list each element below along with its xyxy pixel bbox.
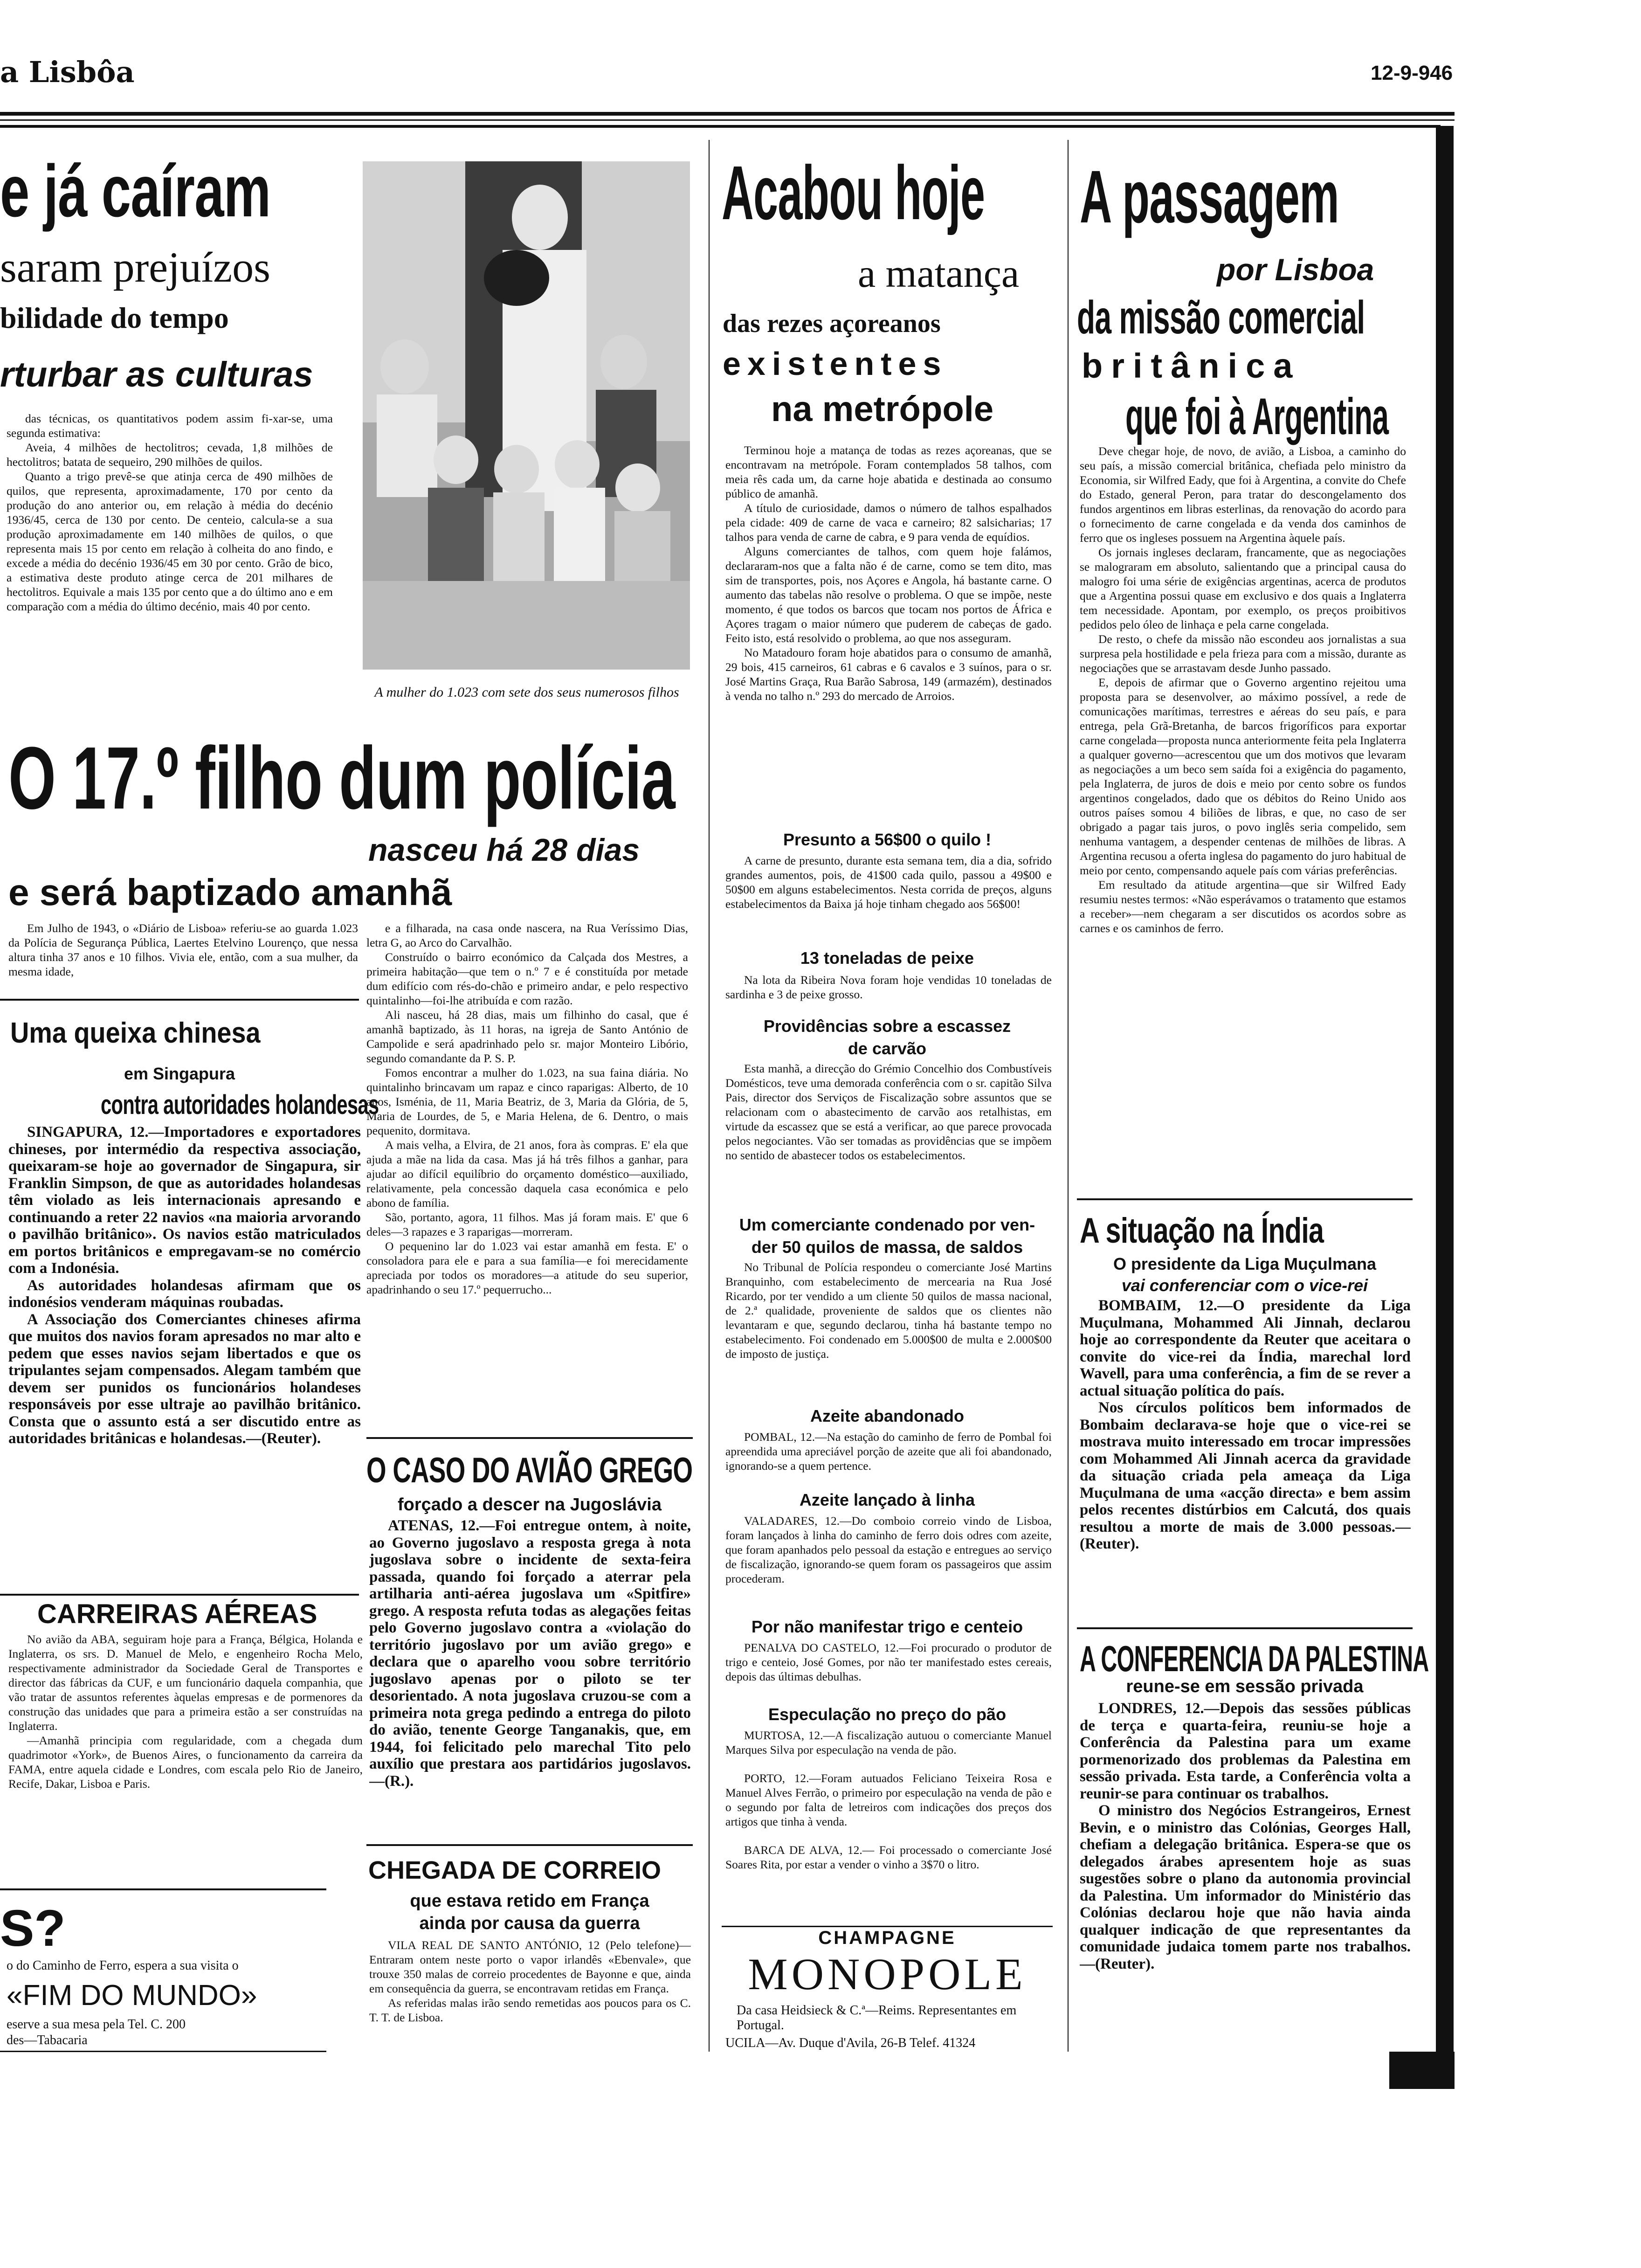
crops-deck-3: rturbar as culturas bbox=[0, 355, 313, 394]
peixe-body bbox=[725, 973, 1052, 1019]
chinesa-divider bbox=[0, 1594, 359, 1596]
especulacao-para: MURTOSA, 12.—A fiscalização autuou o comerciante Manuel Marques Silva por especulação na venda de pão. bbox=[725, 1729, 1052, 1756]
correio-para: As referidas malas irão sendo remetidas aos poucos para os C. T. T. de Lisboa. bbox=[369, 1996, 691, 2024]
palestina-para: O ministro dos Negócios Estrangeiros, Ernest Bevin, e o ministro das Colónias, Georges Hall, chefiam a delegação britânica. Espera-se que os delegados árabes apresentem hoje as suas sugestões sobre o plano da autonomia provincial da Palestina. Um informador do Ministério das Colónias declarou hoje que não havia ainda qualquer indicação de que representantes da comunidade judaica tomem parte nos trabalhos.—(Reuter). bbox=[1080, 1802, 1411, 1972]
azeite-2-para: VALADARES, 12.—Do comboio correio vindo de Lisboa, foram lançados à linha do caminho de ferro dois odres com azeite, que foram apanhados pelo pessoal da estação e entregues ao serviço de fiscalização, ignorando-se quem foram os passageiros que assim procederam. bbox=[725, 1514, 1052, 1585]
trigo-para: PENALVA DO CASTELO, 12.—Foi procurado o produtor de trigo e centeio, José Gomes, por não ter manifestado estes cereais, depois das últimas debulhas. bbox=[725, 1641, 1052, 1683]
india-para: Nos círculos políticos bem informados de Bombaim declarava-se hoje que o vice-rei se mostrava muito interessado em trocar impressões com Mohammed Ali Jinnah acerca da gravidade da situação criada pela ameaça da Liga Muçulmana de uma «acção directa» e bem assim pelos recentes distúrbios em Calcutá, dos quais resultou a morte de mais de 3.000 pessoas.—(Reuter). bbox=[1080, 1399, 1411, 1552]
policia-para: e a filharada, na casa onde nascera, na Rua Veríssimo Dias, letra G, ao Arco do Carvalhão. bbox=[366, 921, 688, 949]
passagem-deck-1: por Lisboa bbox=[1217, 252, 1374, 287]
chinesa-sub-1: em Singapura bbox=[124, 1064, 235, 1083]
matanca-para: Terminou hoje a matança de todas as rezes açoreanas, que se encontravam na metrópole. Foram contemplados 58 talhos, com meia rês cada um, da carne hoje abatida e destinada ao consumo público de amanhã. bbox=[725, 443, 1052, 500]
correio-para: VILA REAL DE SANTO ANTÓNIO, 12 (Pelo telefone)—Entraram ontem neste porto o vapor irlandês «Ebenvale», que trouxe 350 malas de correio procedentes de Bayonne e que, ainda em consequência da guerra, se encontravam retidas em França. bbox=[369, 1938, 691, 1995]
matanca-para: No Matadouro foram hoje abatidos para o consumo de amanhã, 29 bois, 415 carneiros, 61 cabras e 6 cavalos e 3 suínos, para o sr. José Martins Graça, Rua Barão Sabrosa, 149 (armazém), destinados à venda no talho n.º 293 do mercado de Arroios. bbox=[725, 646, 1052, 703]
carreiras-body bbox=[8, 1632, 363, 1874]
matanca-deck-2: das rezes açoreanos bbox=[723, 309, 941, 338]
aviao-divider bbox=[366, 1844, 693, 1846]
presunto-body bbox=[725, 853, 1052, 951]
chinesa-para: A Associação dos Comerciantes chineses afirma que muitos dos navios foram apresados no mar alto e pedem que esses navios sejam libertados e que os tripulantes sejam compensados. Alegam também que devem ser punidos os funcionários holandeses responsáveis por esse ultraje ao pavilhão britânico. Consta que o assunto está a ser discutido entre as autoridades britânicas e holandesas.—(Reuter). bbox=[8, 1311, 361, 1447]
chinesa-para: SINGAPURA, 12.—Importadores e exportadores chineses, por intermédio da respectiva associação, queixaram-se hoje ao governador de Singapura, sir Franklin Simpson, de que as autoridades holandesas têm violado as leis internacionais apresando e continuando a reter 22 navios «na maioria arvorando o pavilhão britânico». Os navios estão matriculados em portos britânicos e empregavam-se no comércio com a Indonésia. bbox=[8, 1124, 361, 1277]
policia-para: São, portanto, agora, 11 filhos. Mas já foram mais. E' que 6 deles—3 rapazes e 3 raparigas—morreram. bbox=[366, 1210, 688, 1238]
passagem-deck-2: da missão comercial bbox=[1077, 291, 1365, 344]
carreiras-para: —Amanhã principia com regularidade, com a chegada dum quadrimotor «York», de Buenos Aires, o funcionamento da carreira da FAMA, entre aquela cidade e Londres, com escala pelo Rio de Janeiro, Recife, Dakar, Lisboa e Paris. bbox=[8, 1734, 363, 1791]
india-body bbox=[1080, 1297, 1411, 1624]
policia-para: Ali nasceu, há 28 dias, mais um filhinho do casal, que é amanhã baptizado, às 11 horas, na igreja de Santo António de Campolide e será apadrinhado pelo sr. major Monteiro Libório, segundo comandante da P. S. P. bbox=[366, 1008, 688, 1065]
policia-deck-2: e será baptizado amanhã bbox=[8, 871, 452, 913]
champagne-ad-top: CHAMPAGNE bbox=[818, 1928, 956, 1948]
trigo-body bbox=[725, 1640, 1052, 1706]
policia-para: O pequenino lar do 1.023 vai estar amanhã em festa. E' o consoladora para ele e para a sua família—e foi merecidamente apreciada por todos os moradores—a atitude do seu superior, apadrinhando o seu 17.º pequerrucho... bbox=[366, 1239, 688, 1296]
crops-deck-2: bilidade do tempo bbox=[0, 301, 229, 334]
fim-ad-title: «FIM DO MUNDO» bbox=[7, 1979, 257, 2012]
palestina-para: LONDRES, 12.—Depois das sessões públicas de terça e quarta-feira, reuniu-se hoje a Conferência da Palestina para um exame pormenorizado dos problemas da Palestina em sessão privada. Esta tarde, a Conferência volta a reunir-se para continuar os trabalhos. bbox=[1080, 1700, 1411, 1802]
chinesa-headline: Uma queixa chinesa bbox=[10, 1017, 261, 1049]
matanca-body bbox=[725, 443, 1052, 853]
india-headline: A situação na Índia bbox=[1080, 1211, 1324, 1251]
passagem-para: Em resultado da atitude argentina—que sir Wilfred Eady resumiu nestes termos: «Não esperávamos o tratamento que estamos a receber»—nem chegaram a ser discutidos os acordos sobre as carnes e os caminhos de ferro. bbox=[1080, 878, 1406, 935]
matanca-para: A título de curiosidade, damos o número de talhos espalhados pela cidade: 409 de carne de vaca e carneiro; 82 salsicharias; 17 talhos para venda de carne de cabra, e 9 para venda de equídios. bbox=[725, 501, 1052, 544]
champagne-ad-brand: MONOPOLE bbox=[748, 1949, 1027, 1999]
correio-sub-2: ainda por causa da guerra bbox=[419, 1914, 640, 1933]
comerciante-heading-2: der 50 quilos de massa, de saldos bbox=[751, 1238, 1023, 1257]
aviao-sub: forçado a descer na Jugoslávia bbox=[397, 1495, 662, 1514]
passagem-divider bbox=[1077, 1198, 1413, 1200]
crops-para: Aveia, 4 milhões de hectolitros; cevada, 1,8 milhões de hectolitros; batata de sequeiro, 290 milhões de quilos. bbox=[7, 441, 333, 469]
carreiras-divider bbox=[0, 1888, 326, 1890]
fim-ad-line-1: o do Caminho de Ferro, espera a sua visita o bbox=[7, 1958, 239, 1973]
crops-headline: e já caíram bbox=[0, 150, 271, 232]
chinesa-para: As autoridades holandesas afirmam que os indonésios venderam máquinas roubadas. bbox=[8, 1277, 361, 1311]
especulacao-para: BARCA DE ALVA, 12.— Foi processado o comerciante José Soares Rita, por estar a vender o vinho a 3$70 o litro. bbox=[725, 1843, 1052, 1871]
policia-para: A mais velha, a Elvira, de 21 anos, fora às compras. E' ela que ajuda a mãe na lida da casa. Mas já há três filhos a ganhar, para ajudar ao difícil equilíbrio do orçamento doméstico—auxiliado, relativamente, pela concessão daquela casa económica e pelo abono de família. bbox=[366, 1138, 688, 1210]
palestina-headline: A CONFERENCIA DA PALESTINA bbox=[1080, 1638, 1429, 1679]
aviao-headline: O CASO DO AVIÃO GREGO bbox=[366, 1451, 693, 1490]
india-sub-2: vai conferenciar com o vice-rei bbox=[1121, 1276, 1368, 1295]
crops-body bbox=[7, 411, 333, 710]
palestina-body bbox=[1080, 1700, 1411, 2059]
azeite-2-heading: Azeite lançado à linha bbox=[799, 1490, 975, 1509]
policia-para: Em Julho de 1943, o «Diário de Lisboa» referiu-se ao guarda 1.023 da Polícia de Segurança Pública, Laertes Etelvino Lourenço, que nessa altura tinha 37 anos e 10 filhos. Vivia ele, então, com a sua mulher, da mesma idade, bbox=[8, 921, 358, 978]
photo-caption: A mulher do 1.023 com sete dos seus numerosos filhos bbox=[374, 685, 679, 700]
top-rule-thin bbox=[0, 119, 1455, 121]
masthead-date: 12-9-946 bbox=[1371, 62, 1453, 84]
masthead-title: a Lisbôa bbox=[0, 55, 135, 89]
champagne-ad-line-1: Da casa Heidsieck & C.ª—Reims. Representantes em Portugal. bbox=[737, 2003, 1017, 2033]
passagem-para: Os jornais ingleses declaram, francamente, que as negociações se malograram em absoluto, salientando que a principal causa do malogro foi uma série de exigências argentinas, acerca de produtos que a Argentina possui quase em exclusivo e dos quais a Inglaterra tem necessidade. Apontam, por exemplo, os preços proibitivos pedidos pelo óleo de linhaça e pela carne congelada. bbox=[1080, 546, 1406, 631]
carvao-para: Esta manhã, a direcção do Grémio Concelhio dos Combustíveis Domésticos, teve uma demorada conferência com o sr. capitão Silva Pais, director dos Serviços de Fiscalização sobre assuntos que se relacionam com o abastecimento de carvão aos retalhistas, em virtude da escassez que se está a verificar, ao que parece provocada pelos negociantes. Vão ser tomadas as providências que se impõem no sentido de abastecer todos os estabelecimentos. bbox=[725, 1062, 1052, 1162]
chinesa-body bbox=[8, 1124, 361, 1590]
fim-ad-line-2: eserve a sua mesa pela Tel. C. 200 bbox=[7, 2017, 186, 2032]
passagem-para: De resto, o chefe da missão não escondeu aos jornalistas a sua surpresa pela hostilidade e pela frieza para com a missão, durante as negociações que se arrastavam desde Junho passado. bbox=[1080, 632, 1406, 675]
family-photo bbox=[363, 161, 690, 670]
policia-headline: O 17.º filho dum polícia bbox=[8, 729, 675, 828]
carvao-heading-2: de carvão bbox=[848, 1039, 927, 1058]
presunto-para: A carne de presunto, durante esta semana tem, dia a dia, sofrido grandes aumentos, pois, de 41$00 cada quilo, passou a 49$00 e 50$00 em alguns estabelecimentos. Nesta corrida de preços, alguns estabelecimentos da Baixa já hoje tinham chegado aos 56$00! bbox=[725, 854, 1052, 911]
family-photo-image bbox=[363, 161, 690, 670]
presunto-heading: Presunto a 56$00 o quilo ! bbox=[783, 830, 992, 849]
passagem-body bbox=[1080, 444, 1406, 1190]
especulacao-body bbox=[725, 1728, 1052, 1924]
top-rule bbox=[0, 112, 1455, 116]
fim-ad-letter: S? bbox=[0, 1900, 66, 1957]
peixe-para: Na lota da Ribeira Nova foram hoje vendidas 10 toneladas de sardinha e 3 de peixe grosso. bbox=[725, 973, 1052, 1001]
correio-body bbox=[369, 1938, 691, 2068]
right-page-bar bbox=[1436, 126, 1454, 2089]
aviao-para: ATENAS, 12.—Foi entregue ontem, à noite, ao Governo jugoslavo a resposta grega à nota jugoslava sobre o incidente de sexta-feira passada, quando foi forçado a aterrar pela artilharia anti-aérea jugoslava um «Spitfire» grego. A resposta refuta todas as alegações feitas pelo Governo jugoslavo contra a «violação do território jugoslavo por um avião grego» e declara que o aparelho voou sobre território jugoslavo apenas por o piloto se ter desorientado. A nota jugoslava cruzou-se com a primeira nota grega pedindo a entrega do piloto do avião, tenente George Tanganakis, que, em 1944, foi felicitado pelo marechal Tito pelo auxílio que prestara aos partidários jugoslavos.—(R.). bbox=[369, 1517, 691, 1790]
champagne-ad-top-border bbox=[722, 1926, 1053, 1927]
matanca-para: Alguns comerciantes de talhos, com quem hoje falámos, declararam-nos que a falta não é de carne, como se tem dito, mas sim de transportes, pois, nos Açores e Angola, há bastante carne. O aumento das tabelas não resolve o problema. O que se impõe, neste momento, é que todos os barcos que tocam nos portos de África e Açores tragam o maior número que puderem de cabeças de gado. Feito isto, está resolvido o problema, ao que nos asseguram. bbox=[725, 545, 1052, 645]
carreiras-headline: CARREIRAS AÉREAS bbox=[37, 1599, 317, 1629]
azeite-1-body bbox=[725, 1430, 1052, 1495]
passagem-deck-3: britânica bbox=[1082, 346, 1301, 385]
azeite-1-heading: Azeite abandonado bbox=[810, 1406, 965, 1425]
policia-para: Fomos encontrar a mulher do 1.023, na sua faina diária. No quintalinho brincavam um rapaz e cinco raparigas: Alberto, de 10 anos, Isménia, de 11, Maria Beatriz, de 3, Maria da Glória, de 5, Maria de Lourdes, de 5, e Maria Helena, de 6. Dentro, o mais pequenito, dormitava. bbox=[366, 1066, 688, 1137]
crops-deck-1: saram prejuízos bbox=[0, 243, 270, 291]
top-rule-2 bbox=[0, 125, 1441, 128]
policia-divider bbox=[0, 999, 359, 1001]
fim-ad-line-3: des—Tabacaria bbox=[7, 2033, 88, 2047]
comerciante-para: No Tribunal de Polícia respondeu o comerciante José Martins Branquinho, com estabelecimento de mercearia na Rua José Ricardo, por ter vendido a um cliente 50 quilos de massa nacional, de 2.ª qualidade, proveniente de saldos que os clientes não levantaram e que, segundo declarou, tinha há bastante tempo no estabelecimento. Foi condenado em 5.000$00 de multa e 2.000$00 de imposto de justiça. bbox=[725, 1260, 1052, 1361]
carvao-heading-1: Providências sobre a escassez bbox=[763, 1016, 1011, 1036]
comerciante-body bbox=[725, 1260, 1052, 1409]
correio-headline: CHEGADA DE CORREIO bbox=[368, 1856, 662, 1884]
passagem-headline: A passagem bbox=[1080, 155, 1339, 238]
trigo-heading: Por não manifestar trigo e centeio bbox=[751, 1617, 1023, 1636]
matanca-headline: Acabou hoje bbox=[722, 150, 985, 235]
india-sub-1: O presidente da Liga Muçulmana bbox=[1113, 1254, 1377, 1273]
passagem-deck-4: que foi à Argentina bbox=[1125, 388, 1389, 445]
india-para: BOMBAIM, 12.—O presidente da Liga Muçulmana, Mohammed Ali Jinnah, declarou hoje ao correspondente da Reuter que aceitara o convite do vice-rei da Índia, marechal lord Wavell, para uma conferência, a fim de se rever a actual situação política do país. bbox=[1080, 1297, 1411, 1399]
aviao-top-rule bbox=[366, 1437, 693, 1439]
policia-deck-1: nasceu há 28 dias bbox=[368, 832, 640, 868]
column-separator bbox=[1068, 140, 1069, 2052]
india-divider bbox=[1077, 1627, 1413, 1629]
correio-sub-1: que estava retido em França bbox=[410, 1891, 649, 1911]
azeite-2-body bbox=[725, 1514, 1052, 1616]
carvao-body bbox=[725, 1061, 1052, 1215]
policia-col-2 bbox=[366, 921, 688, 1434]
chinesa-sub-2: contra autoridades holandesas bbox=[101, 1090, 379, 1120]
matanca-deck-1: a matança bbox=[858, 251, 1020, 296]
policia-para: Construído o bairro económico da Calçada dos Mestres, a primeira habitação—que tem o n.º 7 e é constituída por metade dum edifício com rés-do-chão e primeiro andar, e pelo respectivo quintalinho—foi-lhe atribuída e com razão. bbox=[366, 950, 688, 1007]
column-separator bbox=[709, 140, 710, 2052]
carreiras-para: No avião da ABA, seguiram hoje para a França, Bélgica, Holanda e Inglaterra, os srs. D. Manuel de Melo, e engenheiro Rocha Melo, respectivamente administrador da Sociedade Geral de Transportes e director das fábricas da CUF, e um funcionário daquela companhia, que vão tratar de assuntos referentes àquelas empresas e de pormenores da construção das unidades que para a primeira estão a ser construídas na Inglaterra. bbox=[8, 1632, 363, 1733]
especulacao-heading: Especulação no preço do pão bbox=[768, 1705, 1007, 1724]
fim-ad-border bbox=[0, 2051, 326, 2052]
matanca-deck-4: na metrópole bbox=[771, 389, 994, 429]
especulacao-para: PORTO, 12.—Foram autuados Feliciano Teixeira Rosa e Manuel Alves Ferrão, o primeiro por especulação na venda de pão e o segundo por falta de letreiros com indicações dos preços dos artigos que tinha à venda. bbox=[725, 1771, 1052, 1828]
crops-para: das técnicas, os quantitativos podem assim fi-xar-se, uma segunda estimativa: bbox=[7, 412, 333, 440]
matanca-deck-3: existentes bbox=[723, 346, 948, 382]
palestina-sub: reune-se em sessão privada bbox=[1126, 1677, 1364, 1696]
crops-para: Quanto a trigo prevê-se que atinja cerca de 490 milhões de quilos, que representa, aproximadamente, 170 por cento da produção do ano anterior ou, em relação à média do decénio 1936/45, cerca de 130 por cento. De centeio, calcula-se a sua produção aproximadamente em 140 milhões de quilos, o que representa mais 15 por cento em relação à colheita do ano findo, e excede a média do decénio 1936/45 em 30 por cento. Grão de bico, a estimativa deste produto atinge cerca de 201 milhares de hectolitros. Equivale a mais 135 por cento que a do último ano e em comparação com a média do último decénio, mais 40 por cento. bbox=[7, 470, 333, 613]
aviao-body bbox=[369, 1517, 691, 1834]
passagem-para: E, depois de afirmar que o Governo argentino rejeitou uma proposta para se desenvolver, ao máximo possível, a rede de comunicações marítimas, terrestres e aéreas do seu país, e para entrega, pela Grã-Bretanha, de barcos frigoríficos para exportar carne congelada—proposta nunca anteriormente feita pela Inglaterra a qualquer governo—acrescentou que um dos motivos que levaram as negociações a um beco sem saída foi a exigência do pagamento, pela Inglaterra, de juros de dois e meio por cento sobre os fundos argentinos congelados, dado que os débitos do Reino Unido aos outros países somou 4 biliões de libras, e que, no caso de ser obrigado a pagar tais juros, o povo inglês seria compelido, sem nenhuma vantagem, a despender centenas de milhões de libras. A Argentina recusou a oferta inglesa do pagamento do juro habitual de meio por cento, compensando aquele país com várias preferências. bbox=[1080, 676, 1406, 877]
passagem-para: Deve chegar hoje, de novo, de avião, a Lisboa, a caminho do seu país, a missão comercial britânica, chefiada pelo ministro da Economia, sir Wilfred Eady, que foi à Argentina, a convite do Chefe do Estado, general Peron, para tratar do descongelamento dos fundos argentinos em libras esterlinas, da renovação do acordo para o fornecimento de carne congelada e da venda dos caminhos de ferro que os ingleses possuem na Argentina àquele país. bbox=[1080, 444, 1406, 545]
azeite-1-para: POMBAL, 12.—Na estação do caminho de ferro de Pombal foi apreendida uma apreciável porção de azeite que ali foi abandonado, ignorando-se a quem pertence. bbox=[725, 1430, 1052, 1473]
policia-col-1 bbox=[8, 921, 358, 996]
comerciante-heading-1: Um comerciante condenado por ven- bbox=[739, 1215, 1035, 1234]
peixe-heading: 13 toneladas de peixe bbox=[800, 948, 974, 968]
champagne-ad-line-2: UCILA—Av. Duque d'Avila, 26-B Telef. 41324 bbox=[725, 2036, 976, 2050]
